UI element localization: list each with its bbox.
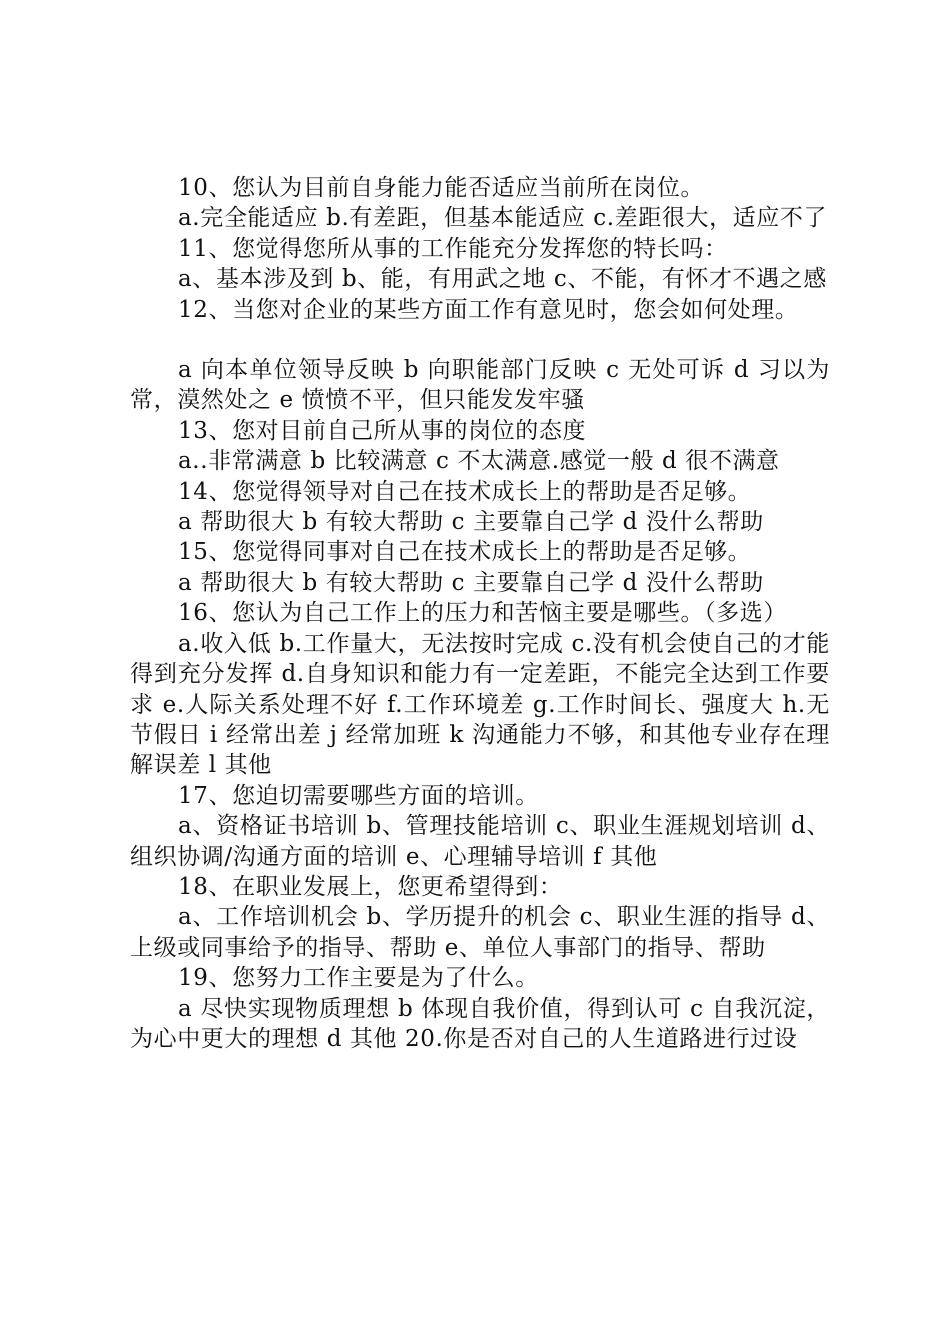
- question-19-options: a 尽快实现物质理想 b 体现自我价值，得到认可 c 自我沉淀，为心中更大的理想 d 其他 20.你是否对自己的人生道路进行过设: [130, 995, 830, 1052]
- question-15-options: a 帮助很大 b 有较大帮助 c 主要靠自己学 d 没什么帮助: [178, 569, 764, 596]
- question-17-options: a、资格证书培训 b、管理技能培训 c、职业生涯规划培训 d、组织协调/沟通方面的培训 e、心理辅导培训 f 其他: [130, 813, 830, 870]
- question-14-options: a 帮助很大 b 有较大帮助 c 主要靠自己学 d 没什么帮助: [178, 509, 764, 536]
- question-13-options: a..非常满意 b 比较满意 c 不太满意.感觉一般 d 很不满意: [178, 448, 780, 475]
- question-12: 12、当您对企业的某些方面工作有意见时，您会如何处理。: [178, 296, 799, 323]
- question-10: 10、您认为目前自身能力能否适应当前所在岗位。: [178, 175, 705, 201]
- question-16-options: a.收入低 b.工作量大，无法按时完成 c.没有机会使自己的才能得到充分发挥 d.自身知识和能力有一定差距，不能完全达到工作要求 e.人际关系处理不好 f.工作环境差 g.工作时间长、强度大 h.无节假日 i 经常出差 j 经常加班 k 沟通能力不够，和其他专业存在理解误差 l 其他: [130, 630, 830, 779]
- question-16: 16、您认为自己工作上的压力和苦恼主要是哪些。（多选）: [178, 600, 787, 627]
- question-15: 15、您觉得同事对自己在技术成长上的帮助是否足够。: [178, 539, 752, 566]
- question-19: 19、您努力工作主要是为了什么。: [178, 965, 539, 992]
- question-10-options: a.完全能适应 b.有差距，但基本能适应 c.差距很大，适应不了: [178, 205, 828, 232]
- question-17: 17、您迫切需要哪些方面的培训。: [178, 782, 539, 809]
- question-18: 18、在职业发展上，您更希望得到：: [178, 873, 563, 900]
- question-13: 13、您对目前自己所从事的岗位的态度: [178, 417, 587, 444]
- question-11-options: a、基本涉及到 b、能，有用武之地 c、不能，有怀才不遇之感: [178, 266, 827, 293]
- document-body: [130, 173, 830, 1054]
- question-18-options: a、工作培训机会 b、学历提升的机会 c、职业生涯的指导 d、上级或同事给予的指导、帮助 e、单位人事部门的指导、帮助: [130, 904, 830, 961]
- question-11: 11、您觉得您所从事的工作能充分发挥您的特长吗：: [178, 235, 728, 262]
- question-12-options: a 向本单位领导反映 b 向职能部门反映 c 无处可诉 d 习以为常，漠然处之 e 愤愤不平，但只能发发牢骚: [130, 357, 830, 414]
- question-14: 14、您觉得领导对自己在技术成长上的帮助是否足够。: [178, 478, 752, 505]
